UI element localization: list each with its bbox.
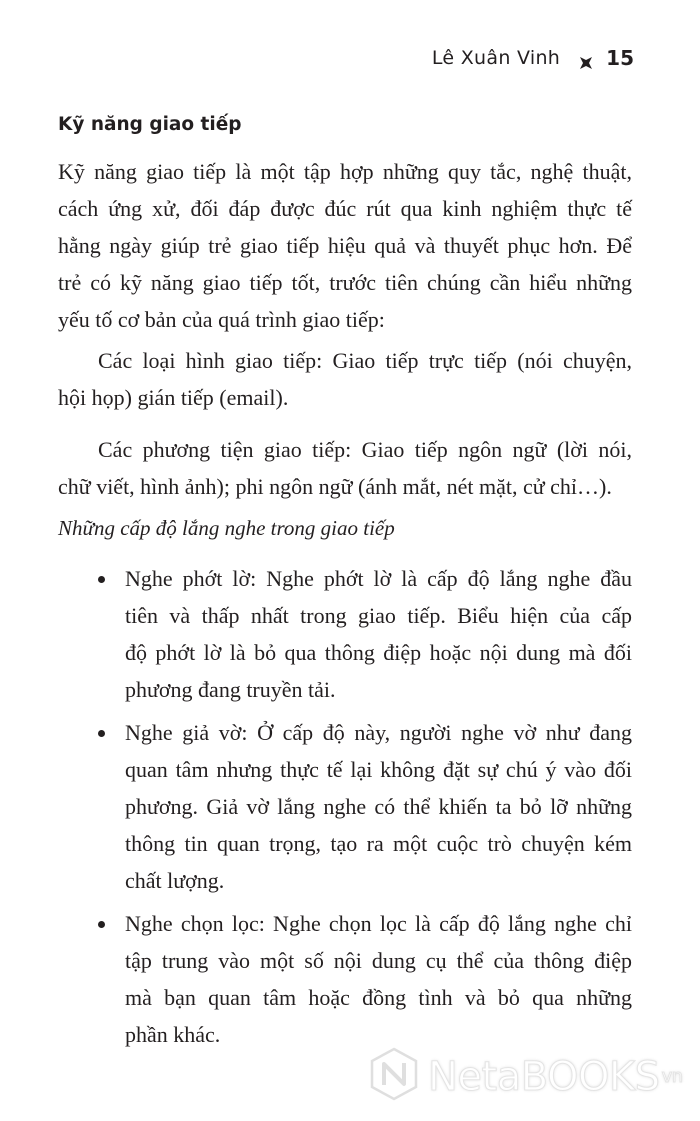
text-line: phương đang truyền tải. xyxy=(125,677,336,702)
text-line: hằng ngày giúp trẻ giao tiếp hiệu quả và thuyết phục hơn. Để xyxy=(58,233,632,258)
text-line: yếu tố cơ bản của quá trình giao tiếp: xyxy=(58,307,385,332)
text-line: chất lượng. xyxy=(125,868,225,893)
text-line: quan tâm nhưng thực tế lại không đặt sự chú ý vào đối xyxy=(125,757,632,782)
watermark-brand: NetaBOOKS xyxy=(428,1053,660,1100)
bullet-item xyxy=(98,714,632,899)
text-line: Các phương tiện giao tiếp: Giao tiếp ngôn ngữ (lời nói, xyxy=(98,437,632,462)
text-line: Kỹ năng giao tiếp là một tập hợp những quy tắc, nghệ thuật, xyxy=(58,159,632,184)
types-paragraph xyxy=(58,342,632,416)
text-line: phương. Giả vờ lắng nghe có thể khiến ta bỏ lỡ những xyxy=(125,794,632,819)
bullet-icon xyxy=(98,576,105,583)
running-header xyxy=(432,46,634,70)
four-point-star-icon xyxy=(580,52,592,64)
text-line: cách ứng xử, đối đáp được đúc rút qua kinh nghiệm thực tế xyxy=(58,196,632,221)
text-line: Nghe giả vờ: Ở cấp độ này, người nghe vờ như đang xyxy=(125,720,632,745)
means-paragraph xyxy=(58,431,632,505)
bullet-item xyxy=(98,905,632,1053)
text-line: Nghe phớt lờ: Nghe phớt lờ là cấp độ lắng nghe đầu xyxy=(125,566,632,591)
text-line: thông tin quan trọng, tạo ra một cuộc trò chuyện kém xyxy=(125,831,632,856)
text-line: độ phớt lờ là bỏ qua thông điệp hoặc nội dung mà đối xyxy=(125,640,632,665)
text-line: mà bạn quan tâm hoặc đồng tình và bỏ qua những xyxy=(125,985,632,1010)
text-line: hội họp) gián tiếp (email). xyxy=(58,385,289,410)
header-author: Lê Xuân Vinh xyxy=(431,47,561,69)
bullet-icon xyxy=(98,730,105,737)
watermark xyxy=(368,1046,683,1107)
text-line: tiên và thấp nhất trong giao tiếp. Biểu hiện của cấp xyxy=(125,603,632,628)
bullet-item xyxy=(98,560,632,708)
text-line: trẻ có kỹ năng giao tiếp tốt, trước tiên chúng cần hiểu những xyxy=(58,270,632,295)
section-heading: Kỹ năng giao tiếp xyxy=(58,114,242,135)
text-line: tập trung vào một số nội dung cụ thể của thông điệp xyxy=(125,948,632,973)
text-line: Các loại hình giao tiếp: Giao tiếp trực tiếp (nói chuyện, xyxy=(98,348,632,373)
bullet-icon xyxy=(98,921,105,928)
page-number: 15 xyxy=(606,46,634,70)
intro-paragraph xyxy=(58,153,632,338)
text-line: chữ viết, hình ảnh); phi ngôn ngữ (ánh mắt, nét mặt, cử chỉ…). xyxy=(58,474,612,499)
text-line: Nghe chọn lọc: Nghe chọn lọc là cấp độ lắng nghe chỉ xyxy=(125,911,632,936)
text-line: phần khác. xyxy=(125,1022,221,1047)
netabooks-logo-icon xyxy=(368,1046,420,1107)
watermark-suffix: vn xyxy=(661,1066,683,1087)
subheading: Những cấp độ lắng nghe trong giao tiếp xyxy=(58,516,395,540)
